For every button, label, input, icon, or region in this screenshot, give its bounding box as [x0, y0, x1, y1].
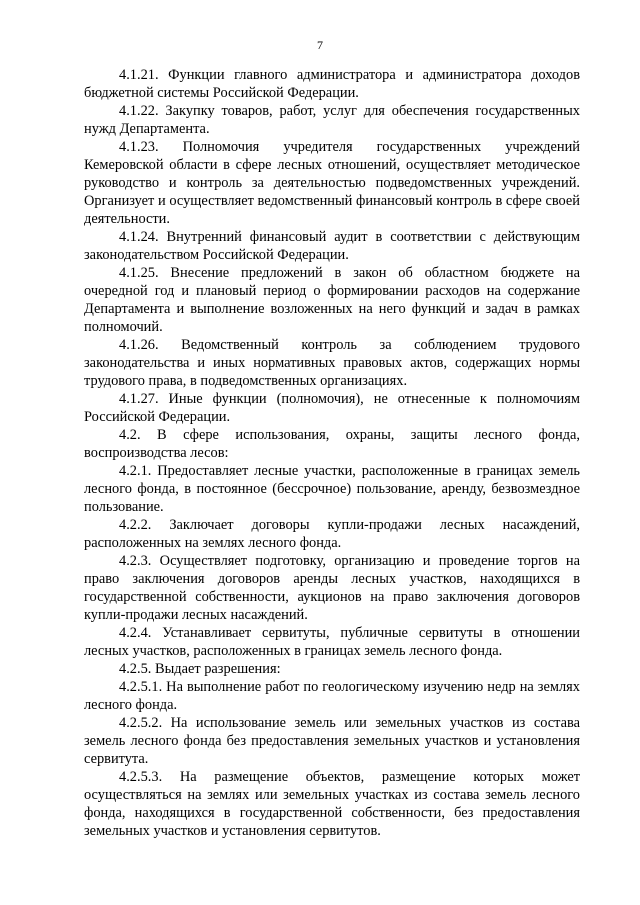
paragraph-4-2-5-3: 4.2.5.3. На размещение объектов, размещение которых может осуществляться на землях или земельных участках из состава земель лесного фонда, находящихся в государственной собственности, без предоставления земельных участков и установления сервитутов.	[84, 769, 580, 839]
paragraph-4-1-26: 4.1.26. Ведомственный контроль за соблюдением трудового законодательства и иных нормативных правовых актов, содержащих нормы трудового права, в подведомственных организациях.	[84, 337, 580, 389]
paragraph-4-1-27: 4.1.27. Иные функции (полномочия), не отнесенные к полномочиям Российской Федерации.	[84, 391, 580, 425]
paragraph-4-1-25: 4.1.25. Внесение предложений в закон об областном бюджете на очередной год и плановый период о формировании расходов на содержание Департамента и выполнение возложенных на него функций и задач в рамках полномочий.	[84, 265, 580, 335]
page-number: 7	[317, 38, 323, 52]
paragraph-4-2: 4.2. В сфере использования, охраны, защиты лесного фонда, воспроизводства лесов:	[84, 427, 580, 461]
paragraph-4-2-4: 4.2.4. Устанавливает сервитуты, публичные сервитуты в отношении лесных участков, расположенных в границах земель лесного фонда.	[84, 625, 580, 659]
paragraph-4-2-5: 4.2.5. Выдает разрешения:	[119, 661, 281, 677]
paragraph-4-1-24: 4.1.24. Внутренний финансовый аудит в соответствии с действующим законодательством Российской Федерации.	[84, 229, 580, 263]
paragraph-4-2-3: 4.2.3. Осуществляет подготовку, организацию и проведение торгов на право заключения договоров аренды лесных участков, находящихся в государственной собственности, аукционов на право заключения договоров купли-продажи лесных насаждений.	[84, 553, 580, 623]
paragraph-4-2-2: 4.2.2. Заключает договоры купли-продажи лесных насаждений, расположенных на землях лесного фонда.	[84, 517, 580, 551]
document-body	[84, 66, 580, 840]
paragraph-4-2-5-1: 4.2.5.1. На выполнение работ по геологическому изучению недр на землях лесного фонда.	[84, 679, 580, 713]
paragraph-4-1-23: 4.1.23. Полномочия учредителя государственных учреждений Кемеровской области в сфере лесных отношений, осуществляет методическое руководство и контроль за деятельностью подведомственных учреждений. Организует и осуществляет ведомственный финансовый контроль в сфере своей деятельности.	[84, 139, 580, 227]
paragraph-4-2-5-2: 4.2.5.2. На использование земель или земельных участков из состава земель лесного фонда без предоставления земельных участков и установления сервитута.	[84, 715, 580, 767]
paragraph-4-1-21: 4.1.21. Функции главного администратора и администратора доходов бюджетной системы Российской Федерации.	[84, 67, 580, 101]
paragraph-4-2-1: 4.2.1. Предоставляет лесные участки, расположенные в границах земель лесного фонда, в постоянное (бессрочное) пользование, аренду, безвозмездное пользование.	[84, 463, 580, 515]
paragraph-4-1-22: 4.1.22. Закупку товаров, работ, услуг для обеспечения государственных нужд Департамента.	[84, 103, 580, 137]
